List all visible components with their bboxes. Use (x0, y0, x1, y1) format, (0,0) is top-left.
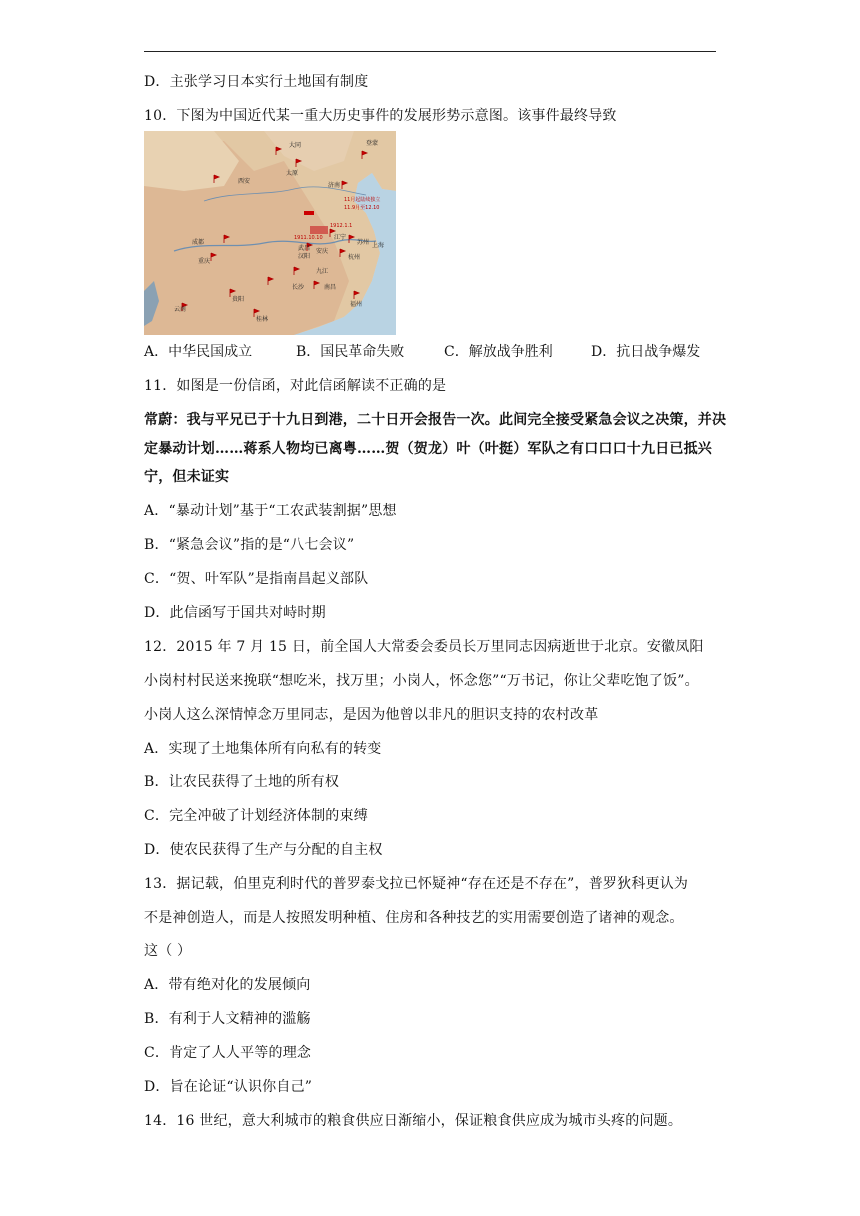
map-city: 成都 (192, 239, 205, 246)
map-city: 贵阳 (232, 296, 245, 303)
q13-stem-line: 这（ ） (144, 943, 192, 959)
q12-option-b: B．让农民获得了土地的所有权 (144, 774, 340, 790)
map-city: 太原 (286, 170, 299, 177)
q10-options (144, 343, 700, 361)
map-graphic (144, 131, 396, 335)
header-rule (144, 51, 716, 52)
map-city: 南昌 (324, 284, 337, 291)
q10-option-c: C．解放战争胜利 (444, 344, 553, 360)
map-annotation: 11月起陆续独立 (344, 197, 381, 203)
q11-letter-line: 定暴动计划……蒋系人物均已离粤……贺（贺龙）叶（叶挺）军队之有口口口十九日已抵兴 (144, 441, 712, 457)
map-city: 大同 (289, 142, 302, 149)
q11-option-a: A．“暴动计划”基于“工农武装割据”思想 (144, 503, 397, 519)
map-city: 苏州 (357, 239, 370, 246)
map-city: 上海 (372, 242, 385, 249)
q12-stem-line: 小岗村村民送来挽联“想吃米，找万里；小岗人，怀念您”“万书记，你让父辈吃饱了饭”。 (144, 673, 699, 689)
map-annotation: 11.9月至12.10 (344, 205, 380, 211)
q11-option-d: D．此信函写于国共对峙时期 (144, 605, 326, 621)
q11-letter-line: 常蔚：我与平兄已于十九日到港，二十日开会报告一次。此间完全接受紧急会议之决策，并决 (144, 412, 727, 428)
q13-stem-line: 不是神创造人，而是人按照发明种植、住房和各种技艺的实用需要创造了诸神的观念。 (144, 910, 684, 926)
q9-option-d: D．主张学习日本实行土地国有制度 (144, 74, 369, 90)
q13-stem-line: 13．据记载，伯里克利时代的普罗泰戈拉已怀疑神“存在还是不存在”，普罗狄科更认为 (144, 876, 689, 892)
map-city: 九江 (316, 268, 329, 275)
q11-option-c: C．“贺、叶军队”是指南昌起义部队 (144, 571, 369, 587)
q11-stem: 11．如图是一份信函，对此信函解读不正确的是 (144, 378, 447, 394)
map-city: 西安 (238, 178, 251, 185)
map-city: 汉阳 (298, 253, 311, 260)
map-annotation: 1911.10.10 (294, 235, 323, 241)
map-city: 福州 (350, 301, 363, 308)
q14-stem: 14．16 世纪，意大利城市的粮食供应日渐缩小，保证粮食供应成为城市头疼的问题。 (144, 1113, 683, 1129)
map-city: 云南 (174, 306, 187, 313)
q13-option-a: A．带有绝对化的发展倾向 (144, 977, 311, 993)
q10-option-a: A．中华民国成立 (144, 344, 253, 360)
q13-option-b: B．有利于人文精神的滥觞 (144, 1011, 311, 1027)
q10-option-d: D．抗日战争爆发 (591, 344, 701, 360)
q13-option-c: C．肯定了人人平等的理念 (144, 1045, 312, 1061)
q12-option-a: A．实现了土地集体所有向私有的转变 (144, 741, 382, 757)
map-city: 江宁 (334, 234, 347, 241)
map-city: 安庆 (316, 248, 329, 255)
map-city: 长沙 (292, 284, 305, 291)
q12-stem-line: 12．2015 年 7 月 15 日，前全国人大常委会委员长万里同志因病逝世于北京。安徽凤阳 (144, 639, 704, 655)
q12-option-d: D．使农民获得了生产与分配的自主权 (144, 842, 383, 858)
q10-stem: 10．下图为中国近代某一重大历史事件的发展形势示意图。该事件最终导致 (144, 108, 617, 124)
revolution-map (144, 131, 396, 335)
q13-option-d: D．旨在论证“认识你自己” (144, 1079, 313, 1095)
map-city: 登蒙 (366, 140, 379, 147)
q12-option-c: C．完全冲破了计划经济体制的束缚 (144, 808, 368, 824)
map-city: 杭州 (348, 254, 361, 261)
map-annotation: 1912.1.1 (330, 223, 353, 229)
map-city: 桂林 (256, 316, 269, 323)
q11-letter-line: 宁，但未证实 (144, 469, 230, 485)
map-city: 重庆 (198, 258, 211, 265)
q11-option-b: B．“紧急会议”指的是“八七会议” (144, 537, 355, 553)
q10-option-b: B．国民革命失败 (296, 344, 405, 360)
map-city: 武昌 (298, 245, 311, 252)
map-city: 济南 (328, 182, 341, 189)
q12-stem-line: 小岗人这么深情悼念万里同志，是因为他曾以非凡的胆识支持的农村改革 (144, 707, 599, 723)
